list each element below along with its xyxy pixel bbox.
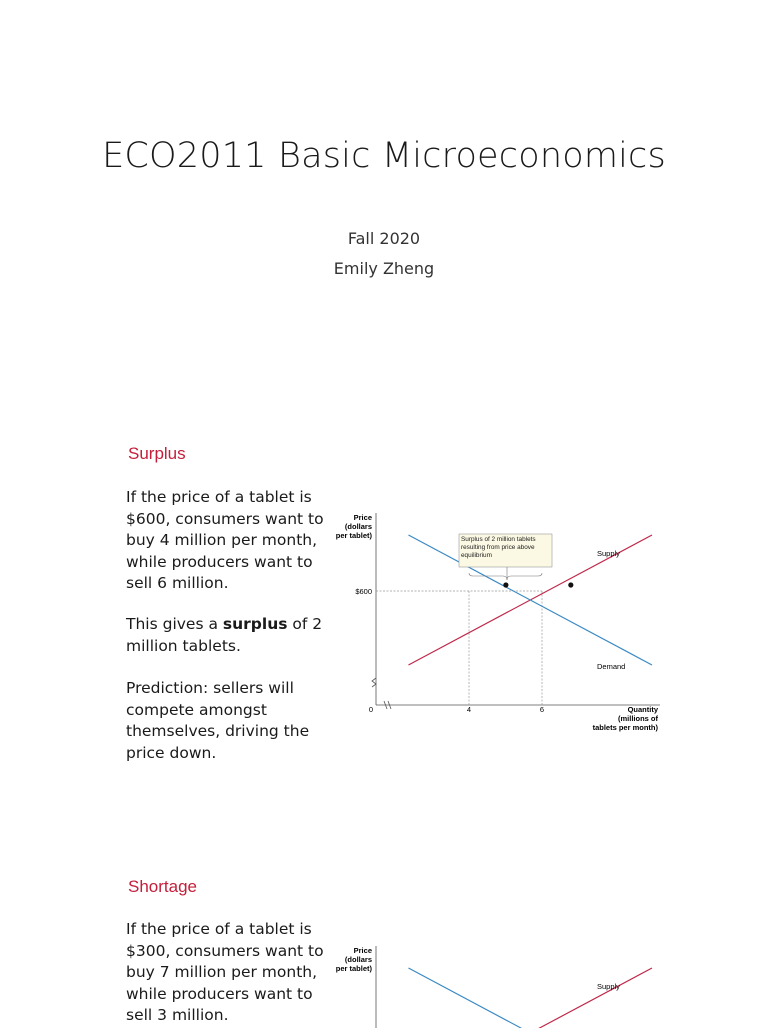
surplus-paragraph-3: Prediction: sellers will compete amongst themselves, driving the price down. (126, 679, 310, 762)
surplus-x-label-2: (millions of (618, 714, 658, 723)
term-label: Fall 2020 (347, 229, 421, 248)
surplus-y-label-3: per tablet) (335, 531, 372, 540)
surplus-x-tick-0: 0 (368, 705, 374, 714)
shortage-supply-label: Supply (597, 982, 620, 991)
surplus-x-label-3: tablets per month) (592, 723, 658, 732)
shortage-demand-line (408, 968, 652, 1028)
slide-title: ECO2011 Basic Microeconomics (102, 136, 666, 176)
surplus-paragraph-2 (126, 614, 326, 657)
shortage-paragraph-1: If the price of a tablet is $300, consumers want to buy 7 million per month, while producers want to sell 3 million. (126, 920, 324, 1024)
author-name: Emily Zheng (333, 259, 435, 278)
shortage-supply-line (408, 968, 652, 1028)
surplus-x-tick-4: 4 (466, 705, 472, 714)
surplus-p2-start: This gives a (126, 615, 223, 633)
surplus-supply-label: Supply (597, 549, 620, 558)
surplus-x-label-1: Quantity (627, 705, 658, 714)
surplus-quantity-demanded-point (503, 582, 508, 587)
surplus-y-label-1: Price (353, 513, 372, 522)
shortage-y-label-3: per tablet) (335, 964, 372, 973)
surplus-bracket (469, 573, 542, 580)
surplus-heading: Surplus (128, 444, 186, 463)
surplus-term: surplus (222, 615, 288, 633)
surplus-quantity-supplied-point (568, 582, 573, 587)
surplus-y-label-2: (dollars (344, 522, 372, 531)
shortage-y-label-1: Price (353, 946, 372, 955)
shortage-y-label-2: (dollars (344, 955, 372, 964)
surplus-chart (320, 505, 680, 745)
shortage-heading: Shortage (128, 877, 197, 896)
surplus-demand-label: Demand (597, 662, 626, 671)
surplus-x-tick-6: 6 (539, 705, 545, 714)
surplus-price-tick: $600 (355, 587, 372, 596)
surplus-paragraph-1: If the price of a tablet is $600, consumers want to buy 4 million per month, while producers want to sell 6 million. (126, 488, 324, 592)
shortage-chart (320, 938, 680, 1028)
surplus-p2-end: of 2 million tablets. (126, 615, 323, 655)
surplus-axis-break (372, 678, 376, 687)
surplus-annotation: Surplus of 2 million tablets resulting from price above equilibrium (461, 536, 536, 559)
